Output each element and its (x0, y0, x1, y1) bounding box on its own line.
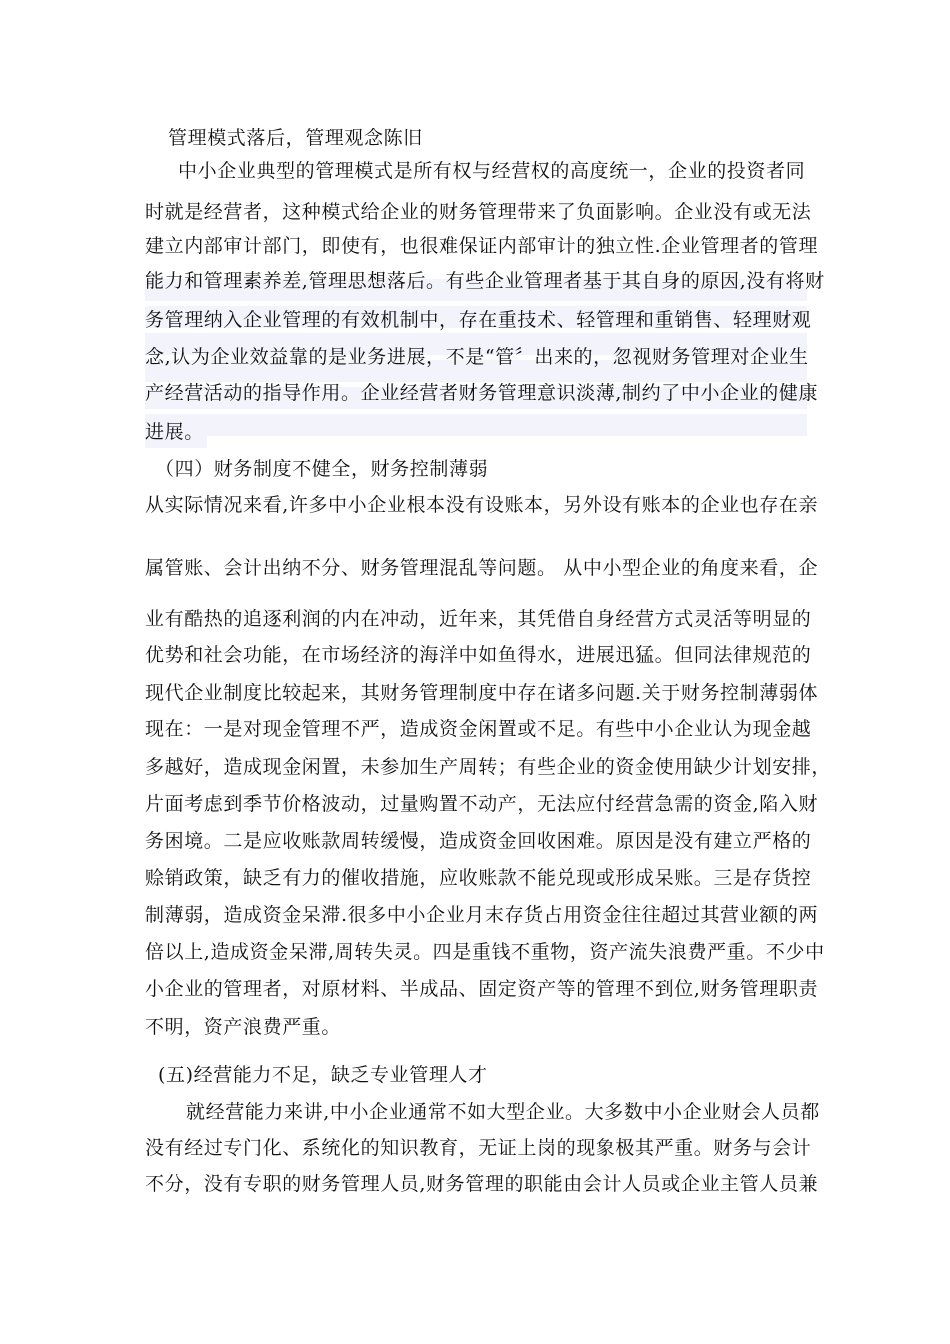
section-heading: 管理模式落后，管理观念陈旧 (168, 127, 423, 149)
paragraph-line: 不明，资产浪费严重。 (145, 1016, 342, 1038)
paragraph-line: 中小企业典型的管理模式是所有权与经营权的高度统一，企业的投资者同 (178, 160, 806, 182)
paragraph-line: 没有经过专门化、系统化的知识教育，无证上岗的现象极其严重。财务与会计 (145, 1137, 812, 1159)
paragraph-line: 念,认为企业效益靠的是业务进展，不是“管〞出来的，忽视财务管理对企业生 (145, 346, 809, 368)
paragraph-line: 多越好，造成现金闲置，未参加生产周转；有些企业的资金使用缺少计划安排， (145, 756, 832, 778)
paragraph-line: 赊销政策，缺乏有力的催收措施，应收账款不能兑现或形成呆账。三是存货控 (145, 867, 812, 889)
paragraph-line: 能力和管理素养差,管理思想落后。有些企业管理者基于其自身的原因,没有将财 (145, 270, 825, 292)
paragraph-line: 业有酷热的追逐利润的内在冲动，近年来，其凭借自身经营方式灵活等明显的 (145, 608, 812, 630)
paragraph-line: 倍以上,造成资金呆滞,周转失灵。四是重钱不重物，资产流失浪费严重。不少中 (145, 941, 825, 963)
paragraph-line: 产经营活动的指导作用。企业经营者财务管理意识淡薄,制约了中小企业的健康 (145, 382, 819, 404)
paragraph-line: 务管理纳入企业管理的有效机制中，存在重技术、轻管理和重销售、轻理财观 (145, 309, 812, 331)
paragraph-line: 务困境。二是应收账款周转缓慢，造成资金回收困难。原因是没有建立严格的 (145, 830, 812, 852)
section-heading: （四）财务制度不健全，财务控制薄弱 (155, 458, 489, 480)
paragraph-line: 不分，没有专职的财务管理人员,财务管理的职能由会计人员或企业主管人员兼 (145, 1173, 819, 1195)
paragraph-line: 属管账、会计出纳不分、财务管理混乱等问题。 从中小型企业的角度来看，企 (145, 557, 819, 579)
paragraph-line: 就经营能力来讲,中小企业通常不如大型企业。大多数中小企业财会人员都 (186, 1101, 820, 1123)
paragraph-line: 片面考虑到季节价格波动，过量购置不动产，无法应付经营急需的资金,陷入财 (145, 793, 819, 815)
paragraph-line: 小企业的管理者，对原材料、半成品、固定资产等的管理不到位,财务管理职责 (145, 978, 819, 1000)
paragraph-line: 时就是经营者，这种模式给企业的财务管理带来了负面影响。企业没有或无法 (145, 201, 812, 223)
highlight-band (145, 414, 807, 436)
paragraph-line: 制薄弱，造成资金呆滞.很多中小企业月末存货占用资金往往超过其营业额的两 (145, 904, 819, 926)
paragraph-line: 建立内部审计部门，即使有，也很难保证内部审计的独立性.企业管理者的管理 (145, 235, 819, 257)
paragraph-line: 从实际情况来看,许多中小企业根本没有设账本，另外设有账本的企业也存在亲 (145, 494, 819, 516)
section-heading: (五)经营能力不足，缺乏专业管理人才 (158, 1064, 488, 1086)
paragraph-line: 进展。 (145, 421, 204, 443)
paragraph-line: 优势和社会功能，在市场经济的海洋中如鱼得水，进展迅猛。但同法律规范的 (145, 644, 812, 666)
paragraph-line: 现在：一是对现金管理不严，造成资金闲置或不足。有些中小企业认为现金越 (145, 718, 812, 740)
paragraph-line: 现代企业制度比较起来，其财务管理制度中存在诸多问题.关于财务控制薄弱体 (145, 682, 819, 704)
